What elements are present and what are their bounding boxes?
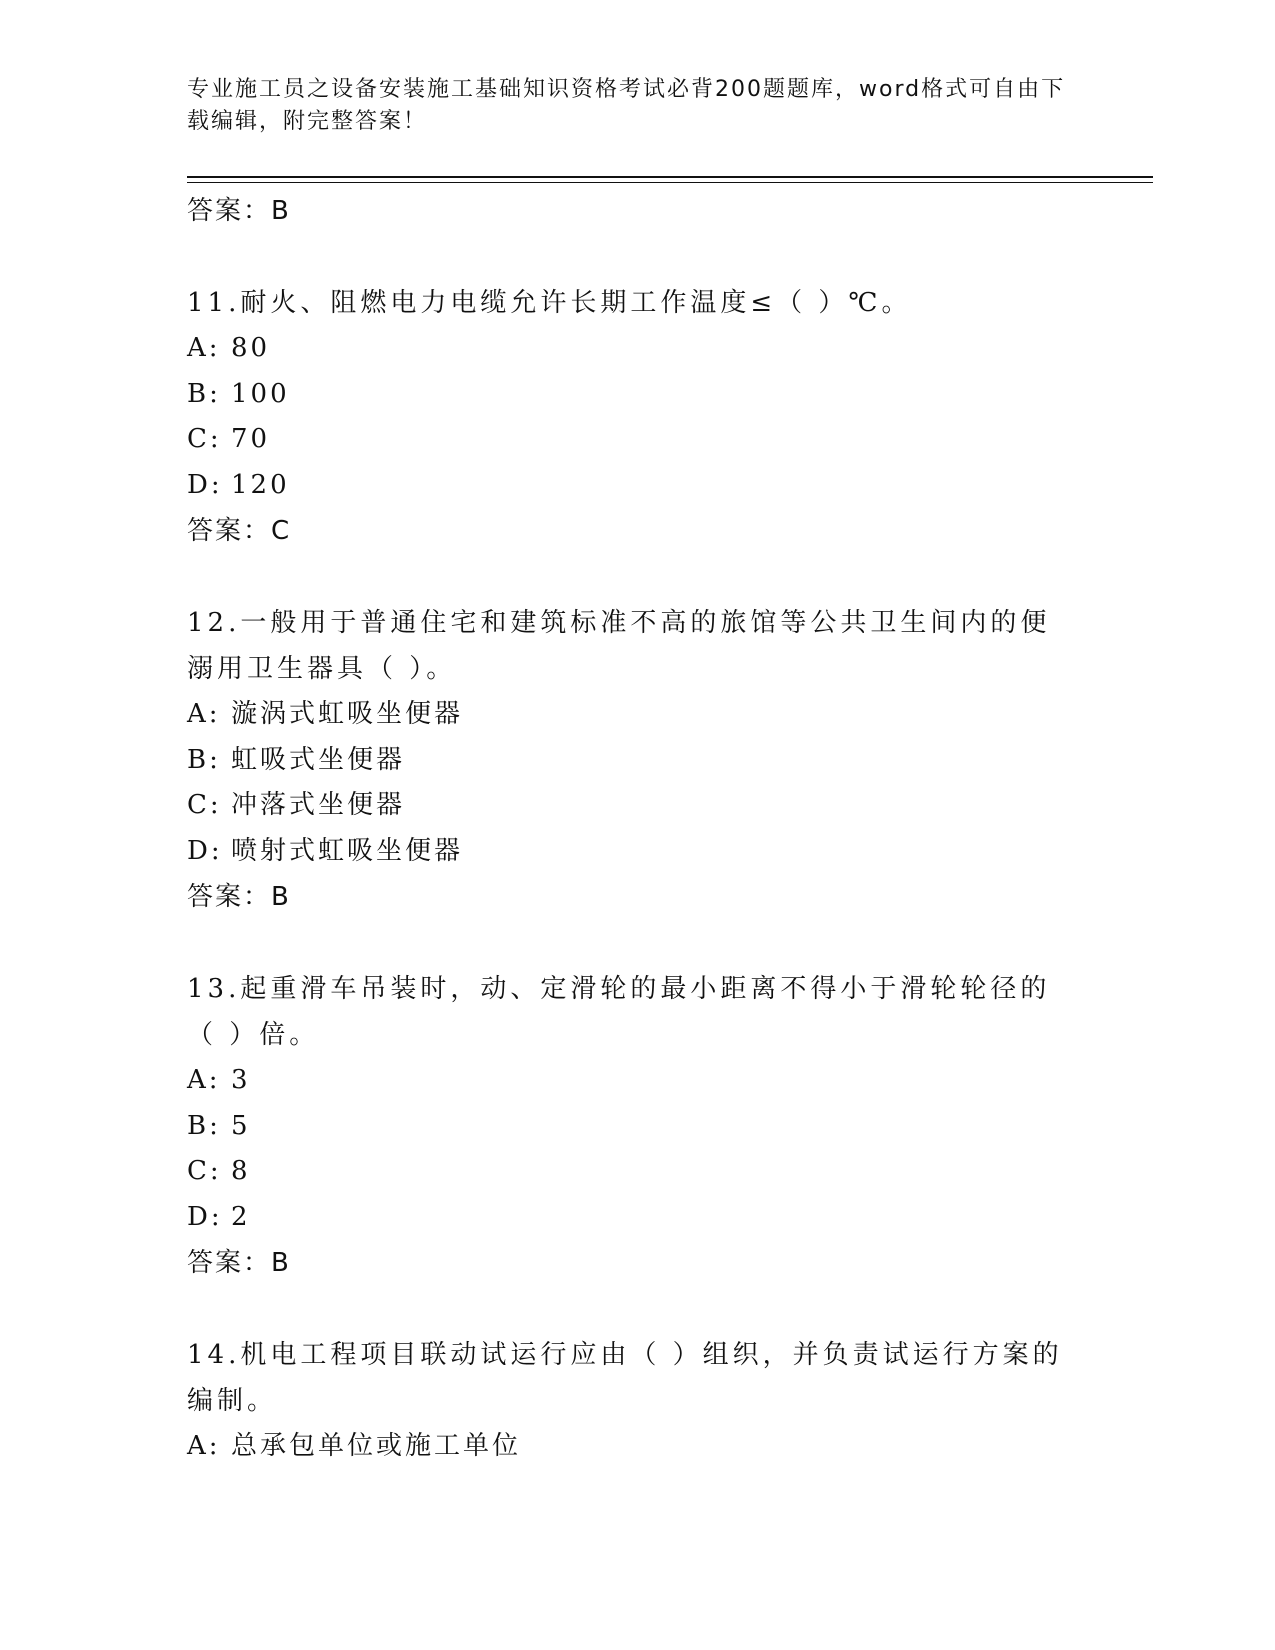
document-header: 专业施工员之设备安装施工基础知识资格考试必背200题题库，word格式可自由下载编辑，附完整答案！ (187, 77, 1066, 134)
option-a (187, 1058, 1087, 1104)
option-b (187, 372, 1087, 418)
option-a (187, 692, 1087, 738)
option-text: 漩涡式虹吸坐便器 (231, 699, 464, 729)
question-14 (187, 1332, 1087, 1470)
header-rule-thin (187, 182, 1153, 183)
question-stem: 12.一般用于普通住宅和建筑标准不高的旅馆等公共卫生间内的便溺用卫生器具（ ）。 (187, 608, 1051, 684)
option-a (187, 326, 1087, 372)
option-letter: D: (187, 469, 223, 500)
option-d (187, 1195, 1087, 1241)
option-text: 8 (231, 1156, 251, 1186)
option-letter: D: (187, 1201, 223, 1232)
option-text: 100 (231, 378, 290, 409)
option-letter: C: (187, 1156, 222, 1186)
option-b (187, 738, 1087, 784)
option-letter: A: (187, 333, 221, 363)
option-b (187, 1104, 1087, 1150)
option-d (187, 463, 1087, 509)
option-letter: C: (187, 790, 222, 820)
option-text: 120 (231, 469, 290, 500)
option-c (187, 783, 1087, 829)
option-c (187, 1149, 1087, 1195)
option-text: 冲落式坐便器 (231, 790, 406, 820)
option-text: 2 (231, 1201, 251, 1232)
question-stem: 11.耐火、阻燃电力电缆允许长期工作温度≤（ ）℃。 (187, 288, 912, 318)
option-letter: B: (187, 1110, 221, 1141)
option-letter: B: (187, 378, 221, 409)
option-letter: D: (187, 835, 223, 866)
question-12 (187, 600, 1087, 920)
option-text: 70 (231, 424, 271, 454)
question-list (187, 188, 1087, 1470)
answer-line: 答案：B (187, 882, 291, 912)
option-c (187, 417, 1087, 463)
option-d (187, 829, 1087, 875)
option-letter: A: (187, 699, 221, 729)
option-text: 总承包单位或施工单位 (231, 1431, 522, 1461)
question-stem: 14.机电工程项目联动试运行应由（ ）组织，并负责试运行方案的编制。 (187, 1340, 1063, 1416)
option-letter: B: (187, 744, 221, 775)
option-text: 80 (231, 333, 271, 363)
option-text: 虹吸式坐便器 (231, 744, 406, 775)
answer-line: 答案：B (187, 1248, 291, 1278)
header-rule-thick (187, 176, 1153, 178)
question-stem: 13.起重滑车吊装时，动、定滑轮的最小距离不得小于滑轮轮径的（ ）倍。 (187, 974, 1051, 1050)
question-13 (187, 966, 1087, 1286)
option-text: 喷射式虹吸坐便器 (231, 835, 464, 866)
option-letter: C: (187, 424, 222, 454)
option-letter: A: (187, 1065, 221, 1095)
question-11 (187, 280, 1087, 554)
option-text: 5 (231, 1110, 251, 1141)
option-text: 3 (231, 1065, 251, 1095)
option-letter: A: (187, 1431, 221, 1461)
answer-line: 答案：B (187, 196, 291, 226)
option-a (187, 1424, 1087, 1470)
answer-line: 答案：C (187, 516, 292, 546)
